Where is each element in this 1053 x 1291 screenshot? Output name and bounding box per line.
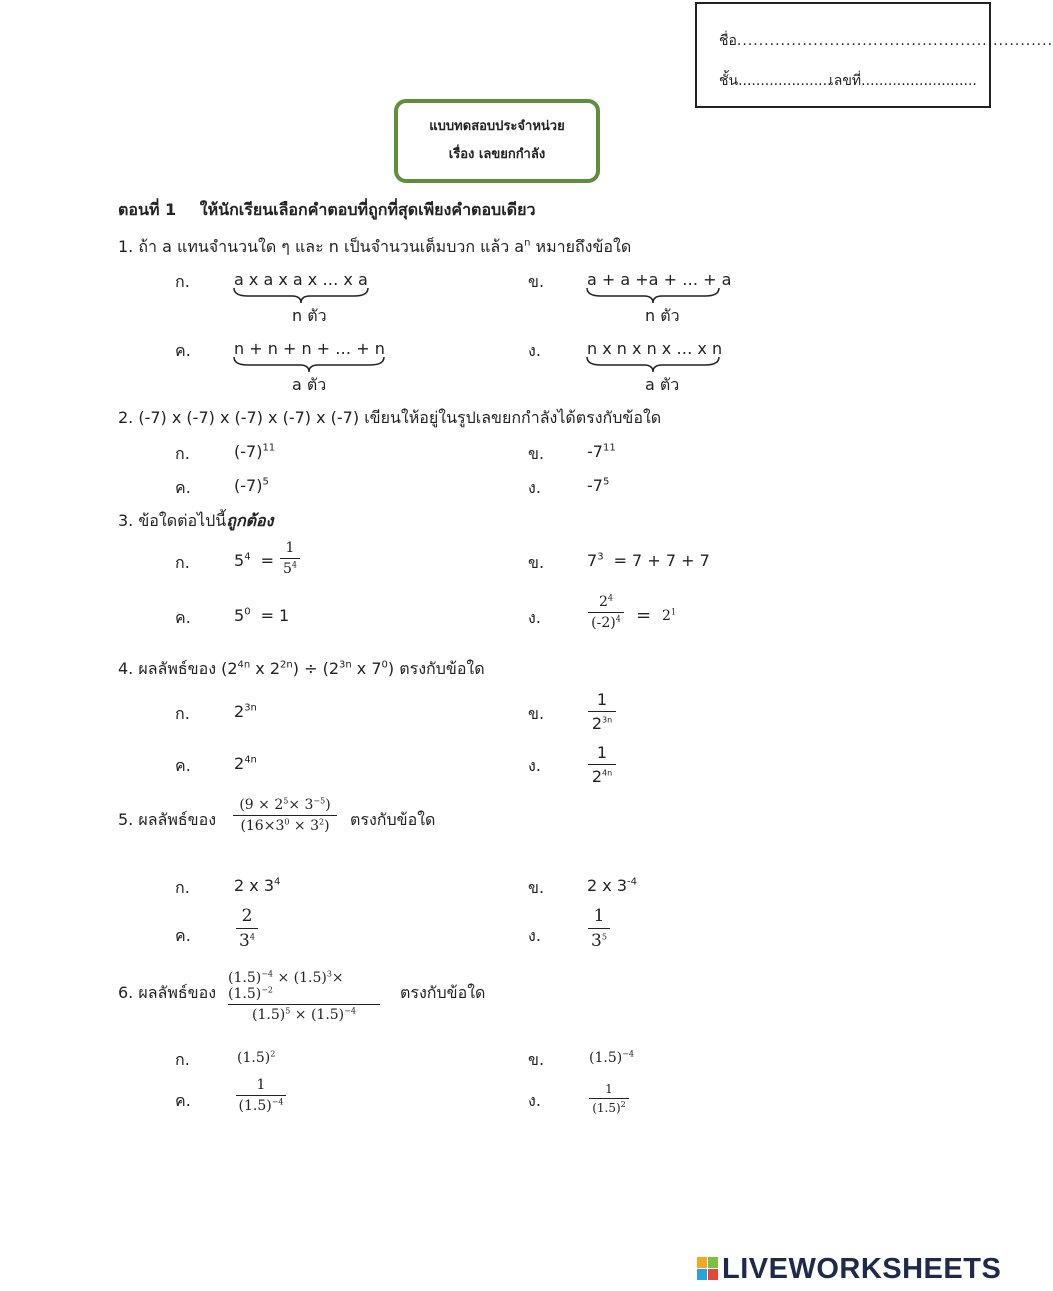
q3-choice-a-label[interactable]: ก. — [175, 553, 190, 572]
q2-choice-a[interactable]: $(-7)^{11}$ — [234, 442, 276, 461]
q1-choice-c-label[interactable]: ค. — [175, 341, 191, 360]
q4-choice-a[interactable]: $2^{3n}$ — [234, 702, 257, 721]
class-label: ชั้น — [719, 73, 739, 89]
underbrace-icon — [585, 355, 721, 373]
q2-choice-c[interactable]: $(-7)^5$ — [234, 476, 269, 495]
q5-text-end: ตรงกับข้อใด — [350, 810, 436, 829]
q4-choice-d-label[interactable]: ง. — [528, 756, 541, 775]
q1-choice-a-count: n ตัว — [292, 306, 327, 325]
name-label: ชื่อ — [719, 33, 737, 49]
student-info-box — [695, 2, 1053, 108]
question-1 — [118, 235, 631, 260]
underbrace-icon — [585, 286, 721, 304]
number-field[interactable]: เลขที่.......................... — [829, 73, 977, 89]
q2-choice-d[interactable]: $-7^5$ — [587, 476, 610, 495]
section-number: ตอนที่ 1 — [118, 200, 177, 219]
question-5: 5. ผลลัพธ์ของ — [118, 810, 217, 829]
q2-choice-b[interactable]: $-7^{11}$ — [587, 442, 616, 461]
q5-choice-a[interactable]: 2 x $3^4$ — [234, 876, 281, 895]
section-heading — [118, 198, 535, 223]
q2-choice-b-label[interactable]: ข. — [528, 444, 545, 463]
q5-choice-b[interactable]: 2 x $3^{-4}$ — [587, 876, 637, 895]
q1-choice-d-count: a ตัว — [645, 375, 680, 394]
q3-choice-d-equals: = — [636, 605, 652, 626]
q3-choice-a[interactable]: $5^4$ = — [234, 551, 274, 570]
q4-choice-b-label[interactable]: ข. — [528, 704, 545, 723]
q6-choice-b[interactable]: $(1.5)^{-4}$ — [589, 1049, 634, 1066]
test-title: แบบทดสอบประจำหน่วย — [429, 119, 565, 134]
q3-choice-b[interactable]: $7^3 = 7 + 7 + 7$ — [587, 551, 710, 570]
q3-choice-d-label[interactable]: ง. — [528, 608, 541, 627]
q5-expression: $(9 \times 2^5\times 3^{-5})$ $(16\times 3^0 \times 3^2)$ — [233, 797, 337, 834]
q1-choice-d[interactable]: n x n x n x … x n — [587, 339, 723, 358]
q3-emphasis: ถูกต้อง — [226, 511, 274, 530]
q4-choice-c[interactable]: $2^{4n}$ — [234, 754, 257, 773]
question-6: 6. ผลลัพธ์ของ — [118, 983, 217, 1002]
q6-choice-a[interactable]: $(1.5)^2$ — [237, 1049, 276, 1066]
q3-choice-d[interactable]: $2^4$ $(-2)^4$ — [588, 594, 624, 631]
q1-superscript: n — [524, 237, 531, 249]
underbrace-icon — [232, 355, 386, 373]
section-instruction: ให้นักเรียนเลือกคำตอบที่ถูกที่สุดเพียงคำตอบเดียว — [199, 200, 536, 219]
name-field[interactable]: ชื่อ.......................................................... — [719, 33, 1053, 49]
q5-choice-c-label[interactable]: ค. — [175, 926, 191, 945]
q1-choice-a-label[interactable]: ก. — [175, 272, 190, 291]
liveworksheets-logo: LIVEWORKSHEETS — [722, 1253, 1002, 1285]
question-2: 2. (-7) x (-7) x (-7) x (-7) x (-7) เขียนให้อยู่ในรูปเลขยกกำลังได้ตรงกับข้อใด — [118, 408, 662, 427]
q1-choice-c-count: a ตัว — [292, 375, 327, 394]
q4-choice-c-label[interactable]: ค. — [175, 756, 191, 775]
q2-choice-d-label[interactable]: ง. — [528, 478, 541, 497]
q1-choice-b-label[interactable]: ข. — [528, 272, 545, 291]
q6-choice-a-label[interactable]: ก. — [175, 1050, 190, 1069]
q1-choice-b[interactable]: a + a +a + … + a — [587, 270, 732, 289]
underbrace-icon — [232, 286, 370, 304]
q3-choice-a-fraction: 1 $5^4$ — [280, 540, 300, 577]
q5-choice-a-label[interactable]: ก. — [175, 878, 190, 897]
q3-choice-c[interactable]: $5^0 = 1$ — [234, 606, 290, 625]
q1-choice-d-label[interactable]: ง. — [528, 341, 541, 360]
q5-choice-b-label[interactable]: ข. — [528, 878, 545, 897]
q4-choice-a-label[interactable]: ก. — [175, 704, 190, 723]
test-title-box — [394, 99, 600, 183]
number-label: เลขที่ — [829, 73, 862, 89]
q1-choice-b-count: n ตัว — [645, 306, 680, 325]
q6-choice-d[interactable]: 1 $(1.5)^2$ — [589, 1082, 629, 1115]
q1-text-end: หมายถึงข้อใด — [530, 237, 632, 256]
class-field[interactable]: ชั้น..................... — [719, 73, 832, 89]
q3-choice-d-rhs: $2^1$ — [662, 607, 677, 624]
q6-text-end: ตรงกับข้อใด — [400, 983, 486, 1002]
q6-choice-c[interactable]: 1 $(1.5)^{-4}$ — [236, 1077, 286, 1114]
q6-expression: $(1.5)^{-4} \times (1.5)^3\times (1.5)^{-2}$ $(1.5)^5 \times (1.5)^{-4}$ — [228, 970, 380, 1023]
q5-choice-d-label[interactable]: ง. — [528, 926, 541, 945]
q1-text: 1. ถ้า a แทนจำนวนใด ๆ และ n เป็นจำนวนเต็มบวก แล้ว a — [118, 237, 525, 256]
q3-choice-c-label[interactable]: ค. — [175, 608, 191, 627]
q6-choice-d-label[interactable]: ง. — [528, 1091, 541, 1110]
q4-choice-d[interactable]: 1 $2^{4n}$ — [588, 743, 616, 786]
q4-choice-b[interactable]: 1 $2^{3n}$ — [588, 690, 616, 733]
question-4: 4. ผลลัพธ์ของ ($2^{4n}$ x $2^{2n}) \div (2^{3n}$ x $7^0$) ตรงกับข้อใด — [118, 659, 485, 678]
q1-choice-c[interactable]: n + n + n + … + n — [234, 339, 385, 358]
liveworksheets-logo-icon — [697, 1257, 719, 1281]
question-3: 3. ข้อใดต่อไปนี้ถูกต้อง — [118, 511, 274, 530]
q5-choice-d[interactable]: 1 $3^5$ — [588, 906, 610, 951]
q3-choice-b-label[interactable]: ข. — [528, 553, 545, 572]
q2-choice-a-label[interactable]: ก. — [175, 444, 190, 463]
q1-choice-a[interactable]: a x a x a x … x a — [234, 270, 368, 289]
q5-choice-c[interactable]: 2 $3^4$ — [236, 906, 258, 951]
q2-choice-c-label[interactable]: ค. — [175, 478, 191, 497]
q6-choice-c-label[interactable]: ค. — [175, 1091, 191, 1110]
test-subtitle: เรื่อง เลขยกกำลัง — [448, 147, 546, 162]
q6-choice-b-label[interactable]: ข. — [528, 1050, 545, 1069]
